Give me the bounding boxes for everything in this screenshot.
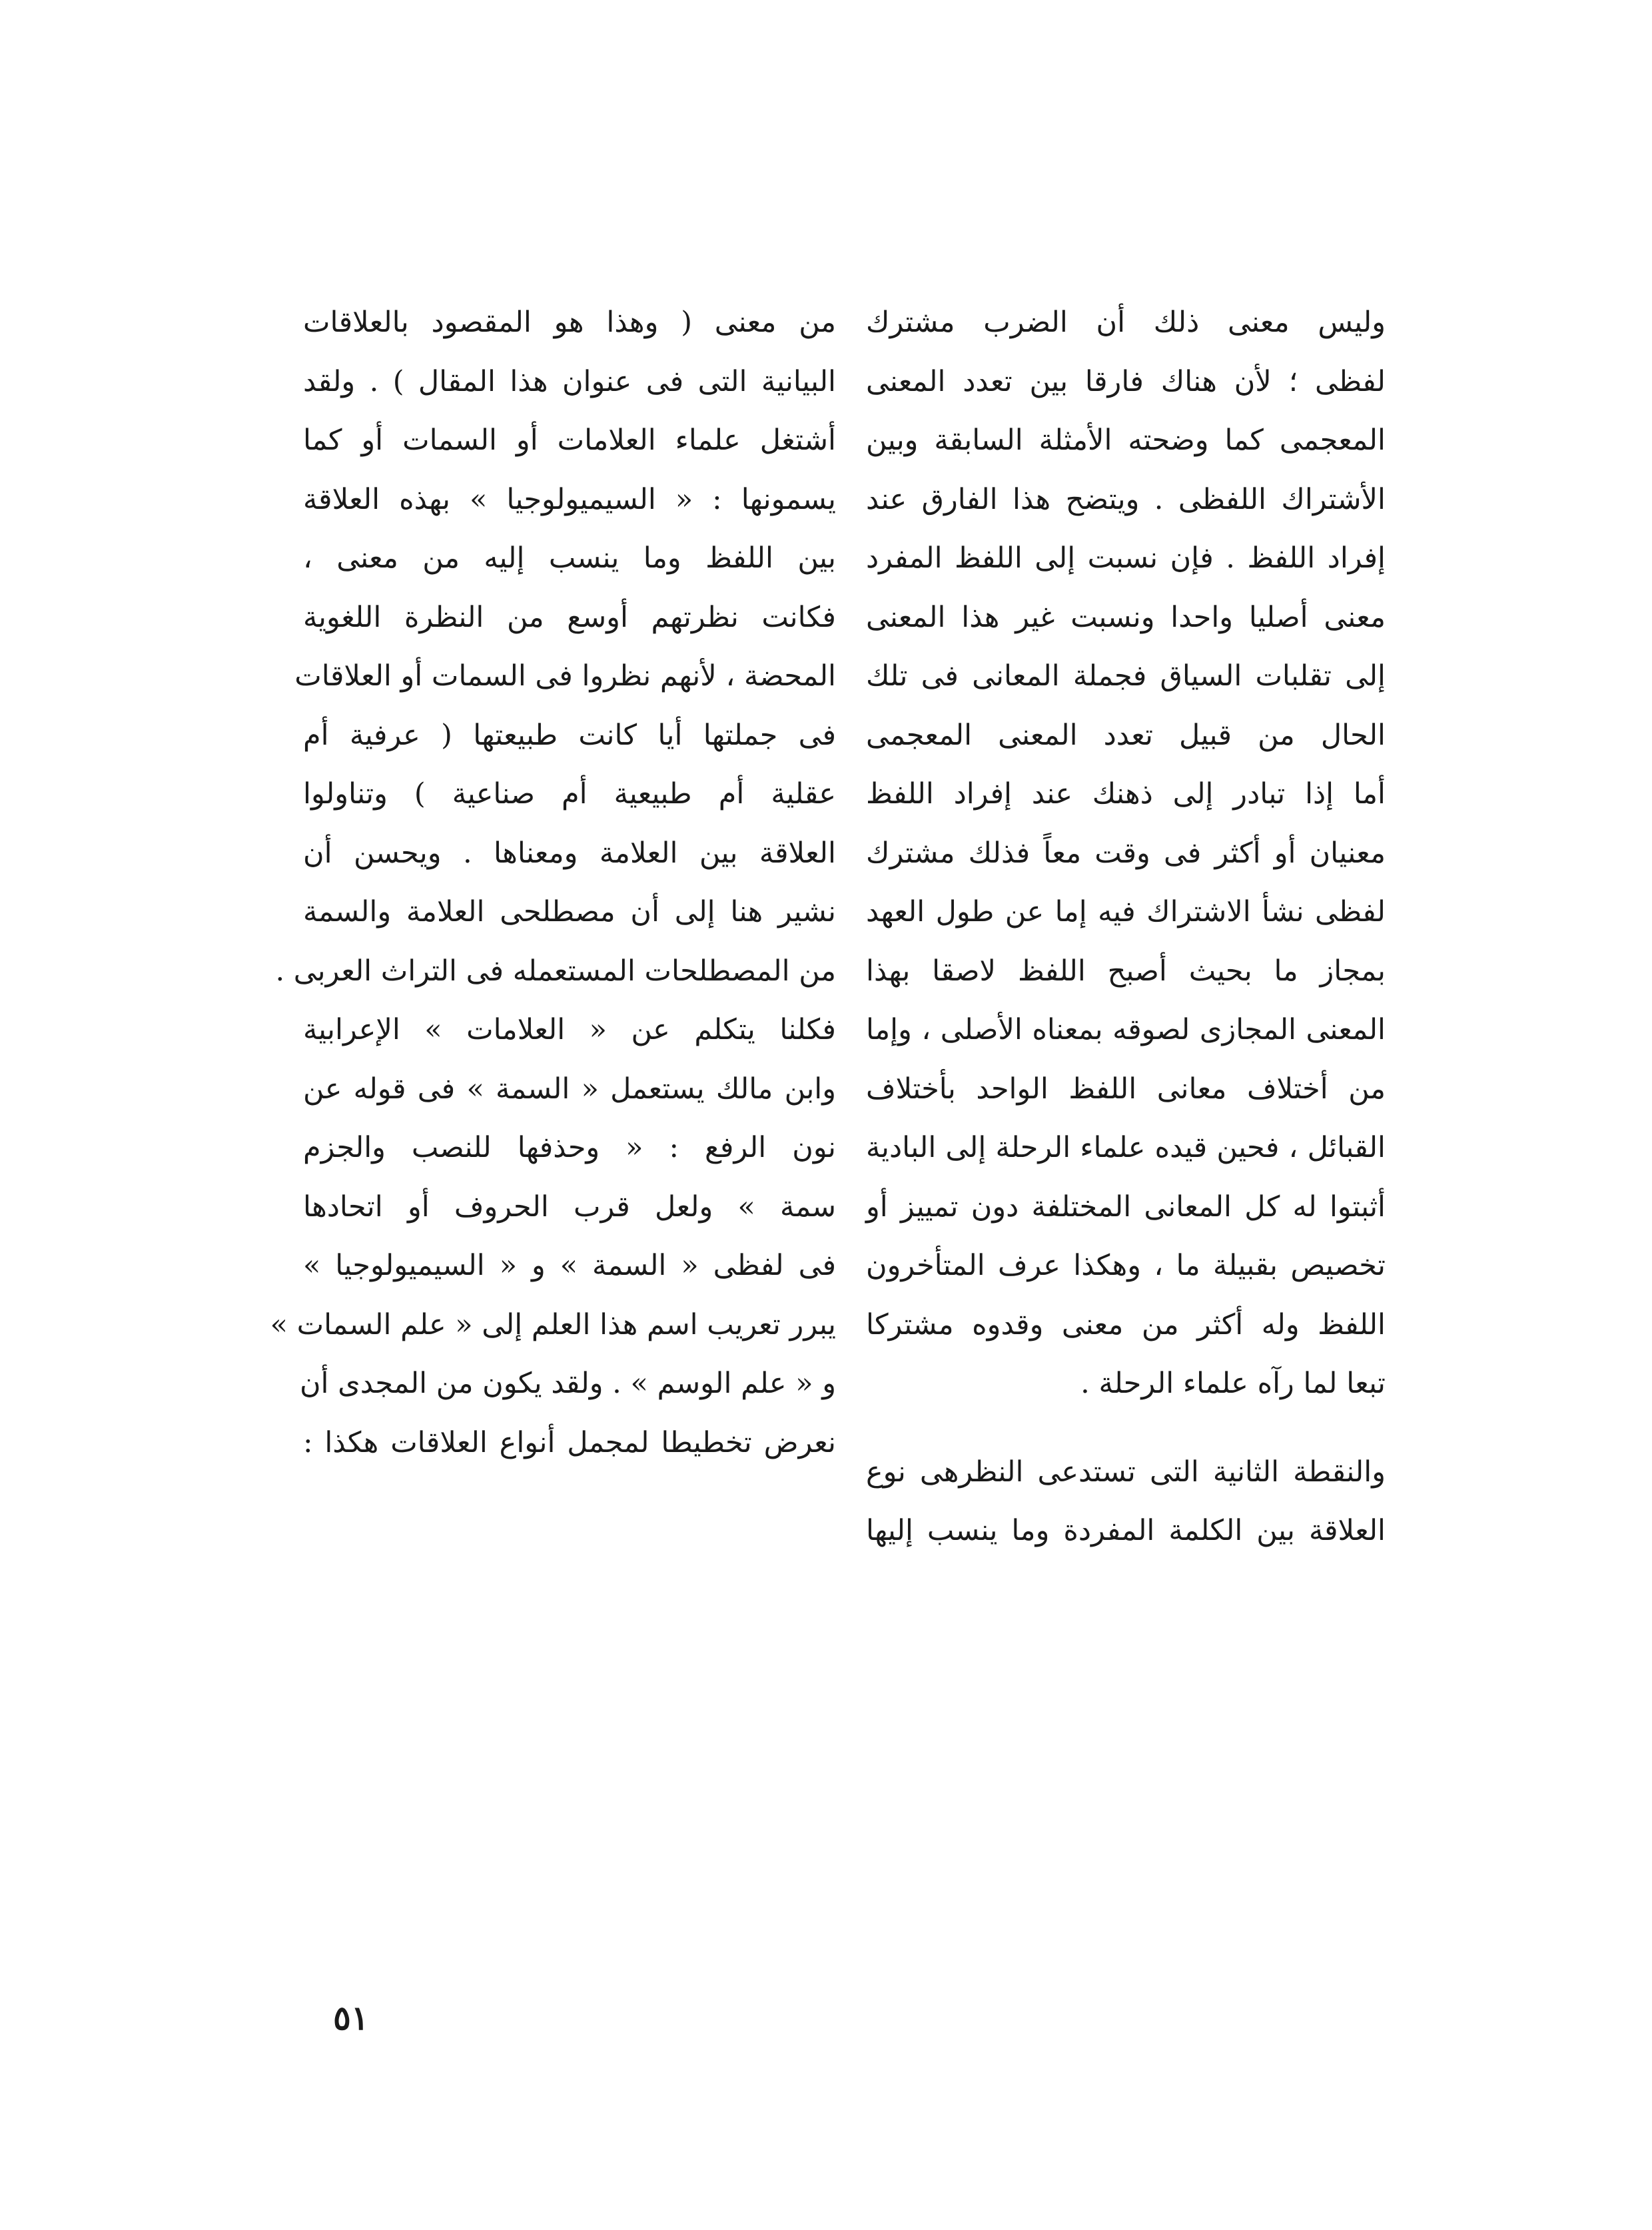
text-line: من المصطلحات المستعمله فى التراث العربى . [275,954,836,988]
page-number: ٥١ [333,1998,369,2038]
text-line: سمة » ولعل قرب الحروف أو اتحادها [303,1190,836,1224]
text-line: تبعا لما رآه علماء الرحلة . [1080,1367,1386,1400]
text-line: نشير هنا إلى أن مصطلحى العلامة والسمة [303,895,836,929]
text-line: المعنى المجازى لصوقه بمعناه الأصلى ، وإما [866,1013,1386,1046]
text-line: البيانية التى فى عنوان هذا المقال ) . ولقد [303,364,836,398]
text-line: فكانت نظرتهم أوسع من النظرة اللغوية [303,600,836,634]
text-line: أثبتوا له كل المعانى المختلفة دون تمييز أو [866,1190,1386,1224]
text-line: إفراد اللفظ . فإن نسبت إلى اللفظ المفرد [866,542,1386,575]
text-line: بمجاز ما بحيث أصبح اللفظ لاصقا بهذا [866,954,1386,988]
text-line: عقلية أم طبيعية أم صناعية ) وتناولوا [303,777,836,811]
left-column [270,293,836,1472]
text-line: يسمونها : « السيميولوجيا » بهذه العلاقة [303,482,836,516]
text-line: فكلنا يتكلم عن « العلامات » الإعرابية [303,1013,836,1046]
text-line: نعرض تخطيطا لمجمل أنواع العلاقات هكذا : [303,1425,836,1459]
text-line: لفظى نشأ الاشتراك فيه إما عن طول العهد [866,895,1386,929]
text-line: لفظى ؛ لأن هناك فارقا بين تعدد المعنى [866,364,1386,398]
paragraph-gap [866,1413,1386,1443]
text-line: فى لفظى « السمة » و « السيميولوجيا » [303,1249,836,1282]
right-column [866,293,1386,1561]
text-line: من معنى ( وهذا هو المقصود بالعلاقات [303,306,836,339]
text-line: المحضة ، لأنهم نظروا فى السمات أو العلاقات [294,659,836,693]
text-line: العلاقة بين العلامة ومعناها . ويحسن أن [303,836,836,870]
text-line: إلى تقلبات السياق فجملة المعانى فى تلك [866,659,1386,693]
text-line: المعجمى كما وضحته الأمثلة السابقة وبين [866,424,1386,457]
text-line: بين اللفظ وما ينسب إليه من معنى ، [303,542,836,575]
text-line: الحال من قبيل تعدد المعنى المعجمى [866,718,1386,752]
text-line: القبائل ، فحين قيده علماء الرحلة إلى البادية [866,1131,1386,1164]
text-line: و « علم الوسم » . ولقد يكون من المجدى أن [299,1367,836,1400]
text-line: يبرر تعريب اسم هذا العلم إلى « علم السمات » [270,1307,836,1341]
text-line: والنقطة الثانية التى تستدعى النظرهى نوع [866,1455,1386,1489]
text-line: وابن مالك يستعمل « السمة » فى قوله عن [303,1072,836,1106]
text-line: اللفظ وله أكثر من معنى وقدوه مشتركا [866,1307,1386,1341]
text-line: من أختلاف معانى اللفظ الواحد بأختلاف [866,1072,1386,1106]
text-line: أشتغل علماء العلامات أو السمات أو كما [303,424,836,457]
text-line: العلاقة بين الكلمة المفردة وما ينسب إليها [866,1514,1386,1547]
text-line: معنى أصليا واحدا ونسبت غير هذا المعنى [866,600,1386,634]
text-line: نون الرفع : « وحذفها للنصب والجزم [303,1131,836,1164]
text-line: أما إذا تبادر إلى ذهنك عند إفراد اللفظ [866,777,1386,811]
text-line: تخصيص بقبيلة ما ، وهكذا عرف المتأخرون [866,1249,1386,1282]
text-line: الأشتراك اللفظى . ويتضح هذا الفارق عند [866,482,1386,516]
text-line: وليس معنى ذلك أن الضرب مشترك [866,306,1386,339]
text-line: فى جملتها أيا كانت طبيعتها ( عرفية أم [303,718,836,752]
text-line: معنيان أو أكثر فى وقت معاً فذلك مشترك [866,836,1386,870]
